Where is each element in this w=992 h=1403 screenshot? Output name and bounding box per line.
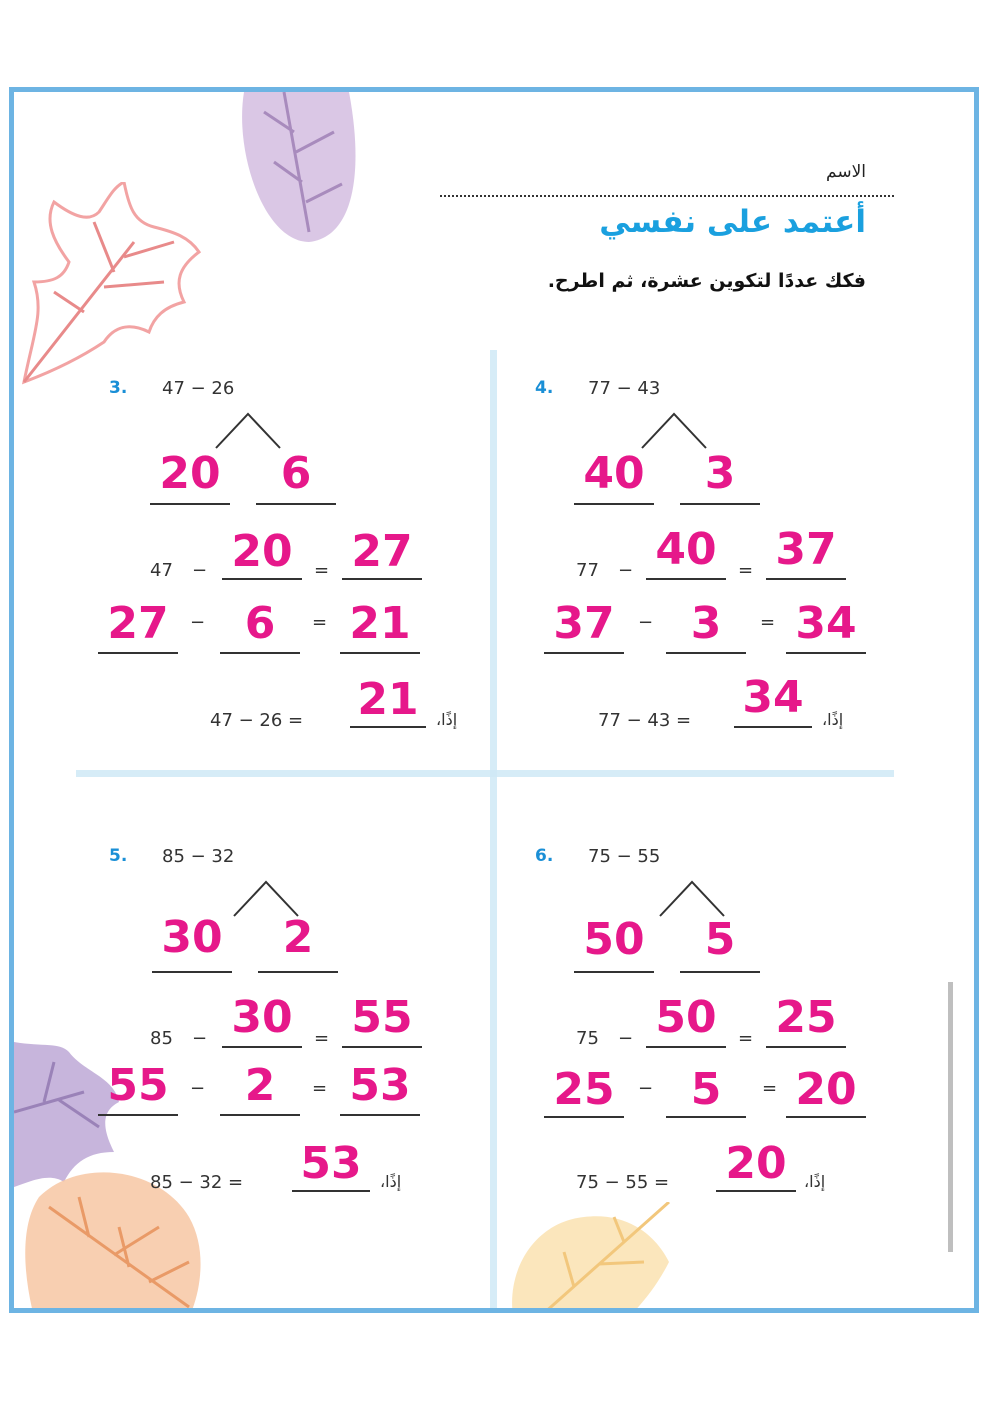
step1-minuend: 47 bbox=[150, 560, 173, 581]
decompose-part-a: 30 bbox=[161, 912, 223, 963]
step1-minuend: 85 bbox=[150, 1028, 173, 1049]
answer-line[interactable] bbox=[680, 971, 760, 973]
step2-result: 20 bbox=[795, 1064, 857, 1115]
worksheet-frame bbox=[9, 87, 979, 1313]
final-answer: 53 bbox=[300, 1138, 362, 1189]
problem-expression: 47 − 26 bbox=[162, 378, 235, 399]
problem-4 bbox=[500, 360, 920, 780]
minus-sign: − bbox=[190, 1078, 206, 1099]
minus-sign: − bbox=[192, 560, 208, 581]
problem-5 bbox=[74, 828, 494, 1248]
step2-result: 34 bbox=[795, 598, 857, 649]
answer-line[interactable] bbox=[340, 1114, 420, 1116]
step2-result: 53 bbox=[349, 1060, 411, 1111]
answer-line[interactable] bbox=[258, 971, 338, 973]
purple-leaf-top-decoration bbox=[224, 92, 374, 252]
answer-line[interactable] bbox=[646, 1046, 726, 1048]
equals-sign: = bbox=[760, 612, 776, 633]
answer-line[interactable] bbox=[350, 726, 426, 728]
answer-line[interactable] bbox=[222, 1046, 302, 1048]
so-word: إذًا، bbox=[380, 1172, 402, 1191]
answer-line[interactable] bbox=[292, 1190, 370, 1192]
step2-minuend: 37 bbox=[553, 598, 615, 649]
answer-line[interactable] bbox=[220, 1114, 300, 1116]
answer-line[interactable] bbox=[574, 971, 654, 973]
answer-line[interactable] bbox=[666, 652, 746, 654]
step2-minuend: 25 bbox=[553, 1064, 615, 1115]
answer-line[interactable] bbox=[342, 1046, 422, 1048]
decompose-part-b: 6 bbox=[280, 448, 312, 499]
number-bond-lines bbox=[214, 410, 284, 450]
answer-line[interactable] bbox=[786, 1116, 866, 1118]
final-expression: 75 − 55 = bbox=[576, 1172, 670, 1193]
answer-line[interactable] bbox=[342, 578, 422, 580]
problem-number: 4. bbox=[535, 378, 554, 398]
step2-subtrahend: 3 bbox=[690, 598, 722, 649]
step2-subtrahend: 6 bbox=[244, 598, 276, 649]
problem-number: 5. bbox=[109, 846, 128, 866]
answer-line[interactable] bbox=[152, 971, 232, 973]
step1-result: 55 bbox=[351, 992, 413, 1043]
minus-sign: − bbox=[638, 1078, 654, 1099]
answer-line[interactable] bbox=[766, 1046, 846, 1048]
answer-line[interactable] bbox=[544, 1116, 624, 1118]
so-word: إذًا، bbox=[436, 710, 458, 729]
equals-sign: = bbox=[738, 560, 754, 581]
final-expression: 85 − 32 = bbox=[150, 1172, 244, 1193]
answer-line[interactable] bbox=[98, 652, 178, 654]
number-bond-lines bbox=[658, 878, 728, 918]
answer-line[interactable] bbox=[150, 503, 230, 505]
so-word: إذًا، bbox=[822, 710, 844, 729]
minus-sign: − bbox=[638, 612, 654, 633]
step1-subtrahend: 50 bbox=[655, 992, 717, 1043]
minus-sign: − bbox=[192, 1028, 208, 1049]
final-expression: 47 − 26 = bbox=[210, 710, 304, 731]
answer-line[interactable] bbox=[222, 578, 302, 580]
problem-expression: 75 − 55 bbox=[588, 846, 661, 867]
decompose-part-a: 50 bbox=[583, 914, 645, 965]
problem-number: 3. bbox=[109, 378, 128, 398]
answer-line[interactable] bbox=[574, 503, 654, 505]
equals-sign: = bbox=[738, 1028, 754, 1049]
step2-subtrahend: 5 bbox=[690, 1064, 722, 1115]
problem-6 bbox=[500, 828, 920, 1248]
equals-sign: = bbox=[314, 1028, 330, 1049]
decompose-part-b: 2 bbox=[282, 912, 314, 963]
step1-minuend: 77 bbox=[576, 560, 599, 581]
step1-subtrahend: 40 bbox=[655, 524, 717, 575]
minus-sign: − bbox=[618, 560, 634, 581]
answer-line[interactable] bbox=[220, 652, 300, 654]
decompose-part-b: 5 bbox=[704, 914, 736, 965]
name-input-line[interactable] bbox=[440, 195, 894, 197]
name-label: الاسم bbox=[826, 162, 866, 182]
equals-sign: = bbox=[314, 560, 330, 581]
answer-line[interactable] bbox=[766, 578, 846, 580]
step2-minuend: 55 bbox=[107, 1060, 169, 1111]
step1-result: 37 bbox=[775, 524, 837, 575]
page-title: أعتمد على نفسي bbox=[599, 204, 866, 240]
step2-minuend: 27 bbox=[107, 598, 169, 649]
problem-expression: 77 − 43 bbox=[588, 378, 661, 399]
minus-sign: − bbox=[618, 1028, 634, 1049]
step2-subtrahend: 2 bbox=[244, 1060, 276, 1111]
equals-sign: = bbox=[312, 612, 328, 633]
decompose-part-a: 40 bbox=[583, 448, 645, 499]
final-answer: 34 bbox=[742, 672, 804, 723]
answer-line[interactable] bbox=[340, 652, 420, 654]
step1-subtrahend: 30 bbox=[231, 992, 293, 1043]
final-answer: 21 bbox=[357, 674, 419, 725]
final-answer: 20 bbox=[725, 1138, 787, 1189]
so-word: إذًا، bbox=[804, 1172, 826, 1191]
problem-number: 6. bbox=[535, 846, 554, 866]
answer-line[interactable] bbox=[646, 578, 726, 580]
decompose-part-b: 3 bbox=[704, 448, 736, 499]
answer-line[interactable] bbox=[544, 652, 624, 654]
step1-minuend: 75 bbox=[576, 1028, 599, 1049]
equals-sign: = bbox=[762, 1078, 778, 1099]
answer-line[interactable] bbox=[716, 1190, 796, 1192]
final-expression: 77 − 43 = bbox=[598, 710, 692, 731]
step2-result: 21 bbox=[349, 598, 411, 649]
step1-subtrahend: 20 bbox=[231, 526, 293, 577]
number-bond-lines bbox=[640, 410, 710, 450]
answer-line[interactable] bbox=[666, 1116, 746, 1118]
equals-sign: = bbox=[312, 1078, 328, 1099]
problem-expression: 85 − 32 bbox=[162, 846, 235, 867]
minus-sign: − bbox=[190, 612, 206, 633]
answer-line[interactable] bbox=[786, 652, 866, 654]
answer-line[interactable] bbox=[734, 726, 812, 728]
decompose-part-a: 20 bbox=[159, 448, 221, 499]
copyright-vertical-text-decoration bbox=[942, 982, 960, 1252]
problem-3 bbox=[74, 360, 494, 780]
answer-line[interactable] bbox=[98, 1114, 178, 1116]
instructions: فكك عددًا لتكوين عشرة، ثم اطرح. bbox=[547, 270, 866, 292]
answer-line[interactable] bbox=[256, 503, 336, 505]
step1-result: 25 bbox=[775, 992, 837, 1043]
step1-result: 27 bbox=[351, 526, 413, 577]
answer-line[interactable] bbox=[680, 503, 760, 505]
